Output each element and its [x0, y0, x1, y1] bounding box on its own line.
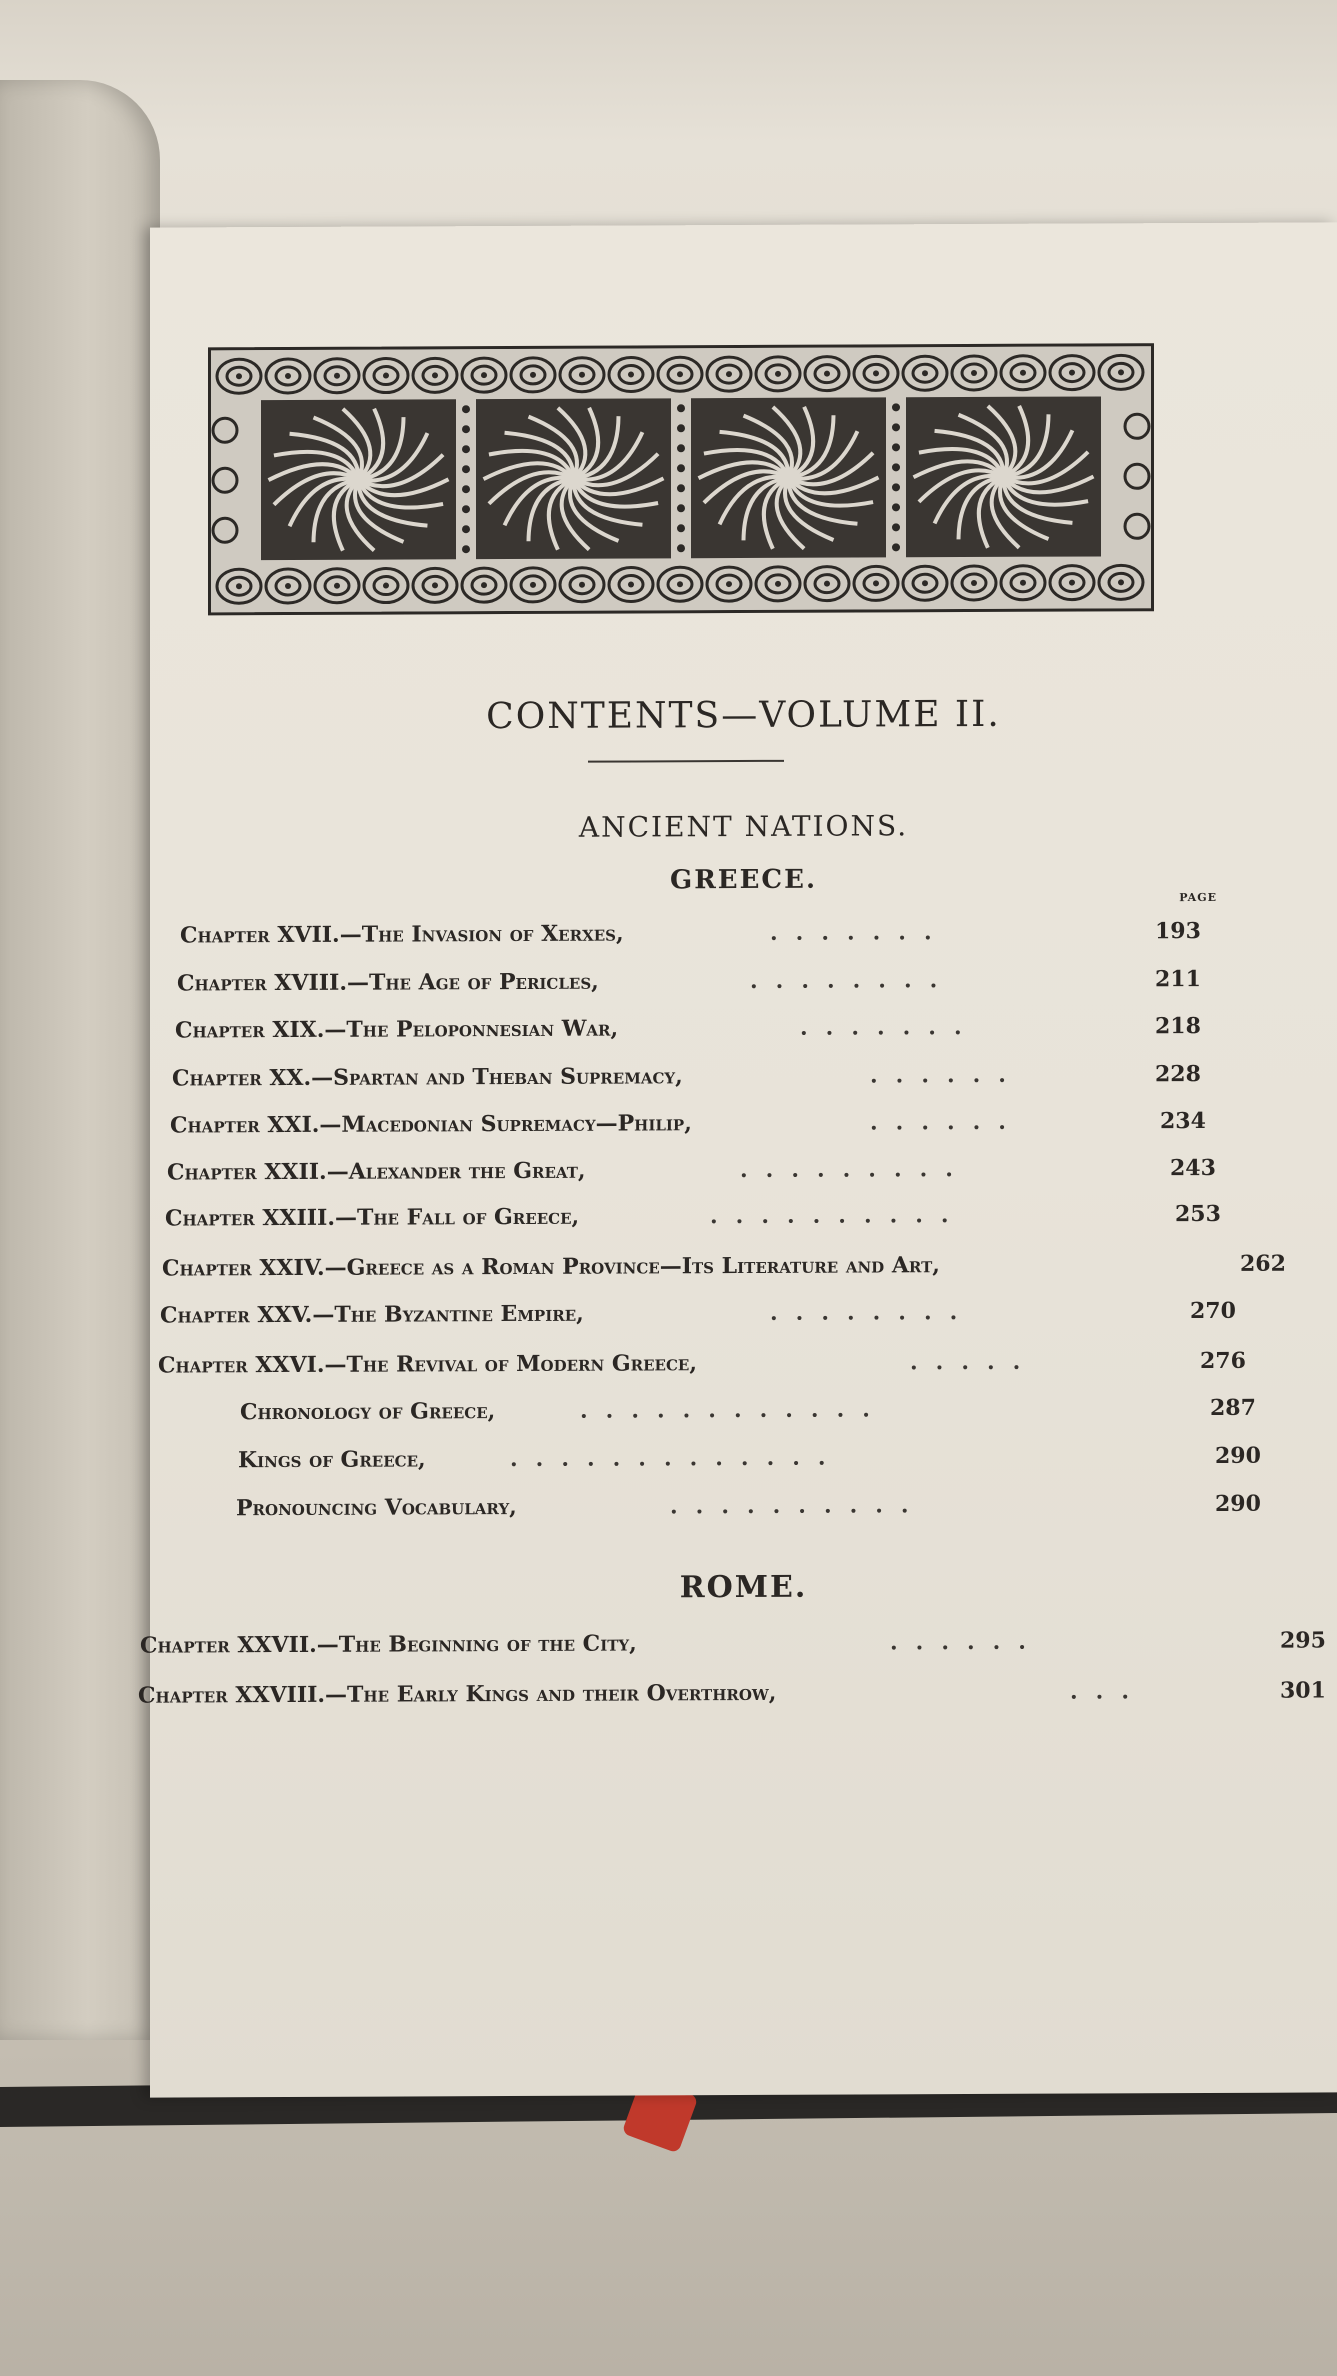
toc-entry-page: 301	[1280, 1677, 1326, 1704]
dot-leader: ......	[870, 1108, 1024, 1136]
toc-entry-page: 253	[1175, 1200, 1221, 1228]
toc-entry-page: 262	[1240, 1250, 1286, 1277]
dot-leader: .........	[740, 1156, 971, 1184]
facing-page	[0, 80, 160, 2040]
toc-entry-page: 287	[1210, 1394, 1256, 1421]
toc-entry-label: Pronouncing Vocabulary,	[236, 1493, 517, 1522]
contents-page	[138, 222, 1337, 2097]
toc-entry-label: Kings of Greece,	[238, 1446, 426, 1474]
toc-entry-label: Chapter XX.—Spartan and Theban Supremacy,	[172, 1063, 683, 1092]
toc-entry-page: 228	[1155, 1061, 1201, 1088]
section-heading: ANCIENT NATIONS.	[578, 809, 909, 844]
dot-leader: ........	[770, 1298, 976, 1326]
dot-leader: ......	[870, 1061, 1024, 1089]
toc-entry	[150, 1442, 1337, 1487]
dot-leader: ......	[890, 1628, 1044, 1656]
dot-leader: .......	[770, 919, 950, 946]
dot-leader: ..........	[710, 1202, 967, 1230]
dot-leader: .......	[800, 1013, 980, 1041]
title-divider	[588, 760, 784, 763]
dot-leader: ........	[750, 967, 956, 994]
toc-entry-label: Chapter XIX.—The Peloponnesian War,	[175, 1015, 619, 1044]
toc-entry	[150, 1060, 1337, 1105]
toc-entry-label: Chapter XVII.—The Invasion of Xerxes,	[180, 920, 624, 949]
headpiece-illustration	[211, 346, 1151, 612]
toc-entry-page: 243	[1170, 1154, 1216, 1182]
toc-entry	[150, 1200, 1337, 1245]
dot-leader: .............	[510, 1444, 844, 1473]
rome-heading: ROME.	[679, 1569, 808, 1606]
toc-entry-label: Chronology of Greece,	[240, 1398, 496, 1426]
toc-entry-page: 270	[1190, 1297, 1236, 1325]
toc-entry-label: Chapter XXVIII.—The Early Kings and their Overthrow,	[138, 1679, 777, 1709]
toc-entry-label: Chapter XXIII.—The Fall of Greece,	[165, 1203, 580, 1232]
toc-entry	[150, 1394, 1337, 1439]
toc-entry-page: 295	[1280, 1627, 1326, 1654]
toc-entry	[150, 1154, 1337, 1199]
toc-entry	[150, 1297, 1337, 1342]
toc-entry	[150, 1490, 1337, 1535]
toc-entry	[150, 1250, 1337, 1295]
toc-entry-label: Chapter XXV.—The Byzantine Empire,	[160, 1300, 584, 1329]
toc-entry-page: 193	[1155, 918, 1201, 945]
toc-entry-page: 290	[1215, 1490, 1261, 1517]
dot-leader: .....	[910, 1348, 1039, 1376]
toc-entry-label: Chapter XXII.—Alexander the Great,	[167, 1157, 586, 1186]
toc-entry-label: Chapter XVIII.—The Age of Pericles,	[177, 968, 599, 997]
page-column-heading: PAGE	[1179, 890, 1217, 905]
toc-entry-page: 218	[1155, 1013, 1201, 1040]
toc-entry	[150, 1107, 1337, 1152]
toc-entry	[150, 1347, 1337, 1392]
toc-entry-label: Chapter XXI.—Macedonian Supremacy—Philip,	[170, 1110, 692, 1139]
toc-entry-label: Chapter XXVII.—The Beginning of the City,	[140, 1630, 637, 1659]
toc-entry	[138, 1677, 1337, 1722]
toc-entry-label: Chapter XXVI.—The Revival of Modern Greece,	[158, 1350, 698, 1379]
dot-leader: ............	[580, 1396, 888, 1424]
page-title: CONTENTS—VOLUME II.	[486, 693, 1001, 738]
greece-heading: GREECE.	[669, 864, 817, 896]
toc-entry	[140, 1627, 1337, 1672]
toc-entry	[150, 965, 1337, 1010]
toc-entry-page: 290	[1215, 1442, 1261, 1469]
toc-entry	[150, 1012, 1337, 1057]
dot-leader: ..........	[670, 1492, 927, 1520]
toc-entry-page: 234	[1160, 1107, 1206, 1135]
toc-entry-page: 211	[1155, 966, 1201, 993]
toc-entry	[150, 917, 1337, 962]
dot-leader: ...	[1070, 1678, 1147, 1705]
ornamental-headpiece	[208, 343, 1154, 615]
toc-entry-page: 276	[1200, 1347, 1246, 1375]
toc-entry-label: Chapter XXIV.—Greece as a Roman Province—Its Literature and Art,	[162, 1252, 940, 1282]
